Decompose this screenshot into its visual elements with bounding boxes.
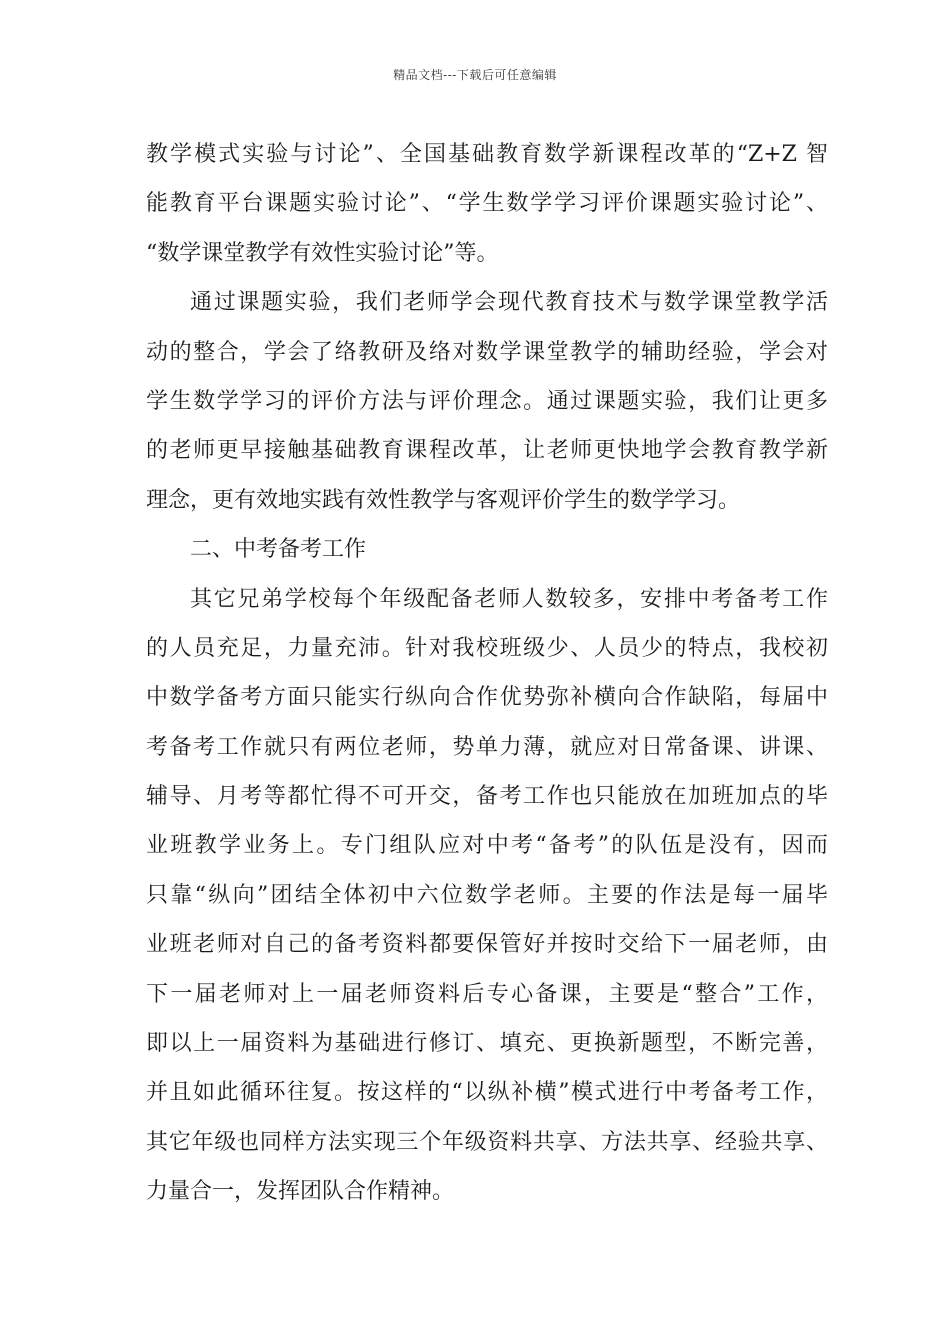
text-line: 中数学备考方面只能实行纵向合作优势弥补横向合作缺陷，每届中 bbox=[146, 685, 828, 711]
text-line: 并且如此循环往复。按这样的“以纵补横”模式进行中考备考工作， bbox=[146, 1080, 828, 1106]
text-line: 能教育平台课题实验讨论”、“学生数学学习评价课题实验讨论”、 bbox=[146, 191, 828, 217]
text-line: “数学课堂教学有效性实验讨论”等。 bbox=[146, 240, 499, 266]
text-line: 力量合一，发挥团队合作精神。 bbox=[146, 1179, 455, 1205]
text-line: 动的整合，学会了络教研及络对数学课堂教学的辅助经验，学会对 bbox=[146, 339, 828, 365]
text-line: 学生数学学习的评价方法与评价理念。通过课题实验，我们让更多 bbox=[146, 388, 828, 414]
text-line: 下一届老师对上一届老师资料后专心备课，主要是“整合”工作， bbox=[146, 981, 828, 1007]
text-line: 业班老师对自己的备考资料都要保管好并按时交给下一届老师，由 bbox=[146, 932, 828, 958]
text-line: 理念，更有效地实践有效性教学与客观评价学生的数学学习。 bbox=[146, 487, 741, 513]
text-line: 教学模式实验与讨论”、全国基础教育数学新课程改革的“Z+Z 智 bbox=[146, 142, 828, 167]
section-heading: 二、中考备考工作 bbox=[190, 537, 367, 563]
text-line: 的老师更早接触基础教育课程改革，让老师更快地学会教育教学新 bbox=[146, 438, 828, 464]
text-line: 其它年级也同样方法实现三个年级资料共享、方法共享、经验共享、 bbox=[146, 1129, 828, 1155]
text-line: 只靠“纵向”团结全体初中六位数学老师。主要的作法是每一届毕 bbox=[146, 882, 828, 908]
text-line: 考备考工作就只有两位老师，势单力薄，就应对日常备课、讲课、 bbox=[146, 734, 828, 760]
text-line: 业班教学业务上。专门组队应对中考“备考”的队伍是没有，因而 bbox=[146, 833, 828, 859]
page-header: 精品文档---下载后可任意编辑 bbox=[393, 68, 557, 82]
text-line: 即以上一届资料为基础进行修订、填充、更换新题型，不断完善， bbox=[146, 1031, 828, 1057]
document-body bbox=[146, 130, 828, 1217]
text-line: 的人员充足，力量充沛。针对我校班级少、人员少的特点，我校初 bbox=[146, 635, 828, 661]
text-line: 辅导、月考等都忙得不可开交，备考工作也只能放在加班加点的毕 bbox=[146, 784, 828, 810]
text-line: 其它兄弟学校每个年级配备老师人数较多，安排中考备考工作 bbox=[190, 586, 828, 612]
text-line: 通过课题实验，我们老师学会现代教育技术与数学课堂教学活 bbox=[190, 290, 828, 316]
